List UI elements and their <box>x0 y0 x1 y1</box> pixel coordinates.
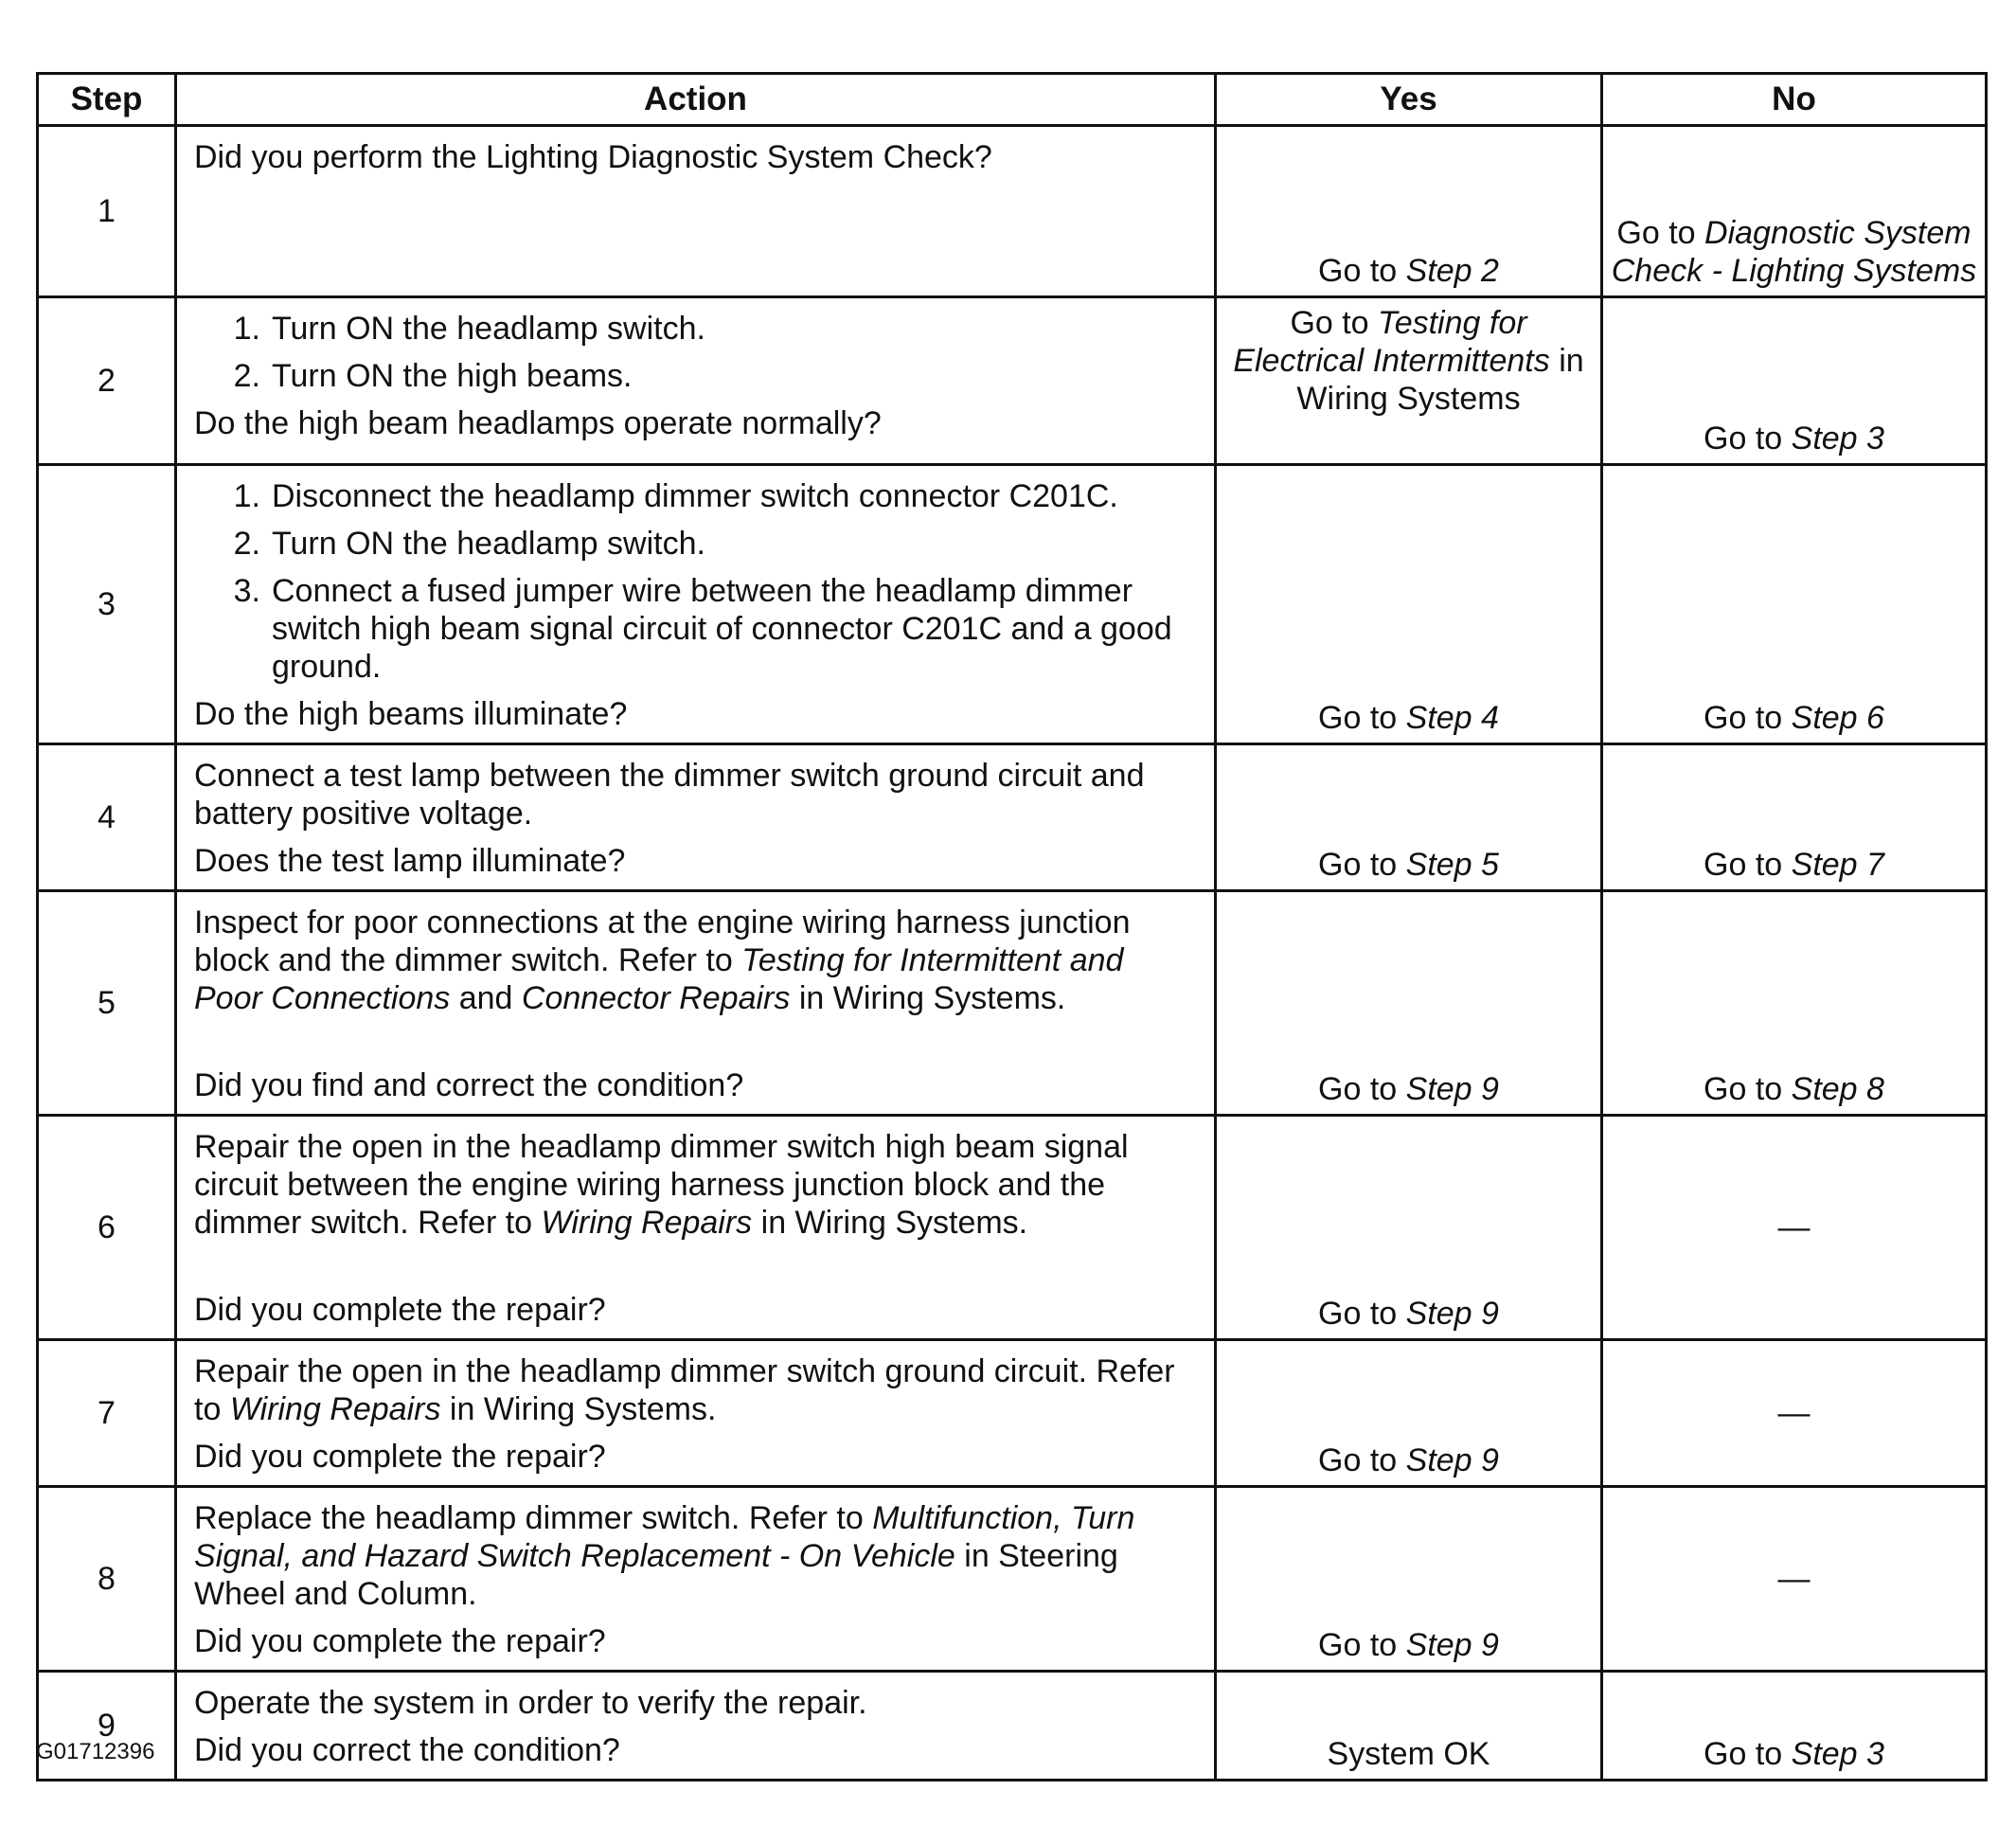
no-step-link[interactable]: Step 6 <box>1791 700 1884 736</box>
no-cell <box>1602 1340 1987 1487</box>
no-prefix: Go to <box>1704 847 1792 883</box>
action-list <box>194 310 1199 395</box>
action-instruction: Repair the open in the headlamp dimmer switch high beam signal circuit between the engine wiring harness junction block and the dimmer switch. Refer to Wiring Repairs in Wiring Systems. <box>194 1129 1129 1241</box>
table-row <box>38 744 1987 891</box>
step-number: 3 <box>38 465 176 744</box>
action-cell <box>176 297 1216 465</box>
no-diagnostic-link[interactable]: Diagnostic System Check - Lighting Systems <box>1611 215 1977 289</box>
yes-testing-link[interactable]: Testing for Electrical Intermittents <box>1233 305 1550 379</box>
yes-cell <box>1216 297 1602 465</box>
yes-step-link[interactable]: Step 4 <box>1405 700 1499 736</box>
yes-step-link[interactable]: Step 5 <box>1405 847 1499 883</box>
action-instruction: Inspect for poor connections at the engine wiring harness junction block and the dimmer switch. Refer to Testing for Intermittent and Poor Connections and Connector Repairs in Wiring Systems. <box>194 904 1131 1016</box>
yes-cell <box>1216 1116 1602 1340</box>
testing-intermittent-link[interactable]: Testing for Intermittent and Poor Connections <box>194 942 1124 1016</box>
yes-prefix: Go to <box>1290 305 1379 341</box>
list-item: 1. Turn ON the headlamp switch. <box>233 311 705 347</box>
action-instruction: Replace the headlamp dimmer switch. Refer to Multifunction, Turn Signal, and Hazard Switch Replacement - On Vehicle in Steering Wheel and Column. <box>194 1500 1135 1612</box>
wiring-repairs-link[interactable]: Wiring Repairs <box>229 1391 441 1427</box>
no-dash: — <box>1777 1209 1811 1245</box>
action-list <box>194 477 1199 686</box>
yes-prefix: Go to <box>1318 1071 1406 1107</box>
yes-cell <box>1216 1487 1602 1672</box>
yes-prefix: Go to <box>1318 1442 1406 1478</box>
no-cell <box>1602 297 1987 465</box>
no-prefix: Go to <box>1704 421 1792 456</box>
yes-prefix: Go to <box>1318 1627 1406 1663</box>
step-number: 7 <box>38 1340 176 1487</box>
action-cell <box>176 744 1216 891</box>
header-yes: Yes <box>1216 74 1602 126</box>
step-number: 8 <box>38 1487 176 1672</box>
table-row <box>38 1672 1987 1781</box>
yes-step-link[interactable]: Step 9 <box>1405 1296 1499 1332</box>
action-cell <box>176 126 1216 297</box>
no-cell <box>1602 465 1987 744</box>
table-row <box>38 1487 1987 1672</box>
no-cell <box>1602 1116 1987 1340</box>
yes-suffix: in Wiring Systems <box>1296 343 1584 417</box>
header-action: Action <box>176 74 1216 126</box>
no-cell <box>1602 1672 1987 1781</box>
action-instruction: Repair the open in the headlamp dimmer switch ground circuit. Refer to Wiring Repairs in Wiring Systems. <box>194 1353 1175 1427</box>
step-number: 5 <box>38 891 176 1116</box>
action-cell <box>176 465 1216 744</box>
wiring-repairs-link[interactable]: Wiring Repairs <box>541 1205 753 1241</box>
list-item: 1. Disconnect the headlamp dimmer switch connector C201C. <box>233 478 1118 514</box>
yes-result: System OK <box>1327 1736 1490 1772</box>
action-question: Did you perform the Lighting Diagnostic System Check? <box>194 139 992 175</box>
no-dash: — <box>1777 1561 1811 1597</box>
yes-cell <box>1216 1672 1602 1781</box>
action-question: Did you correct the condition? <box>194 1732 620 1768</box>
action-instruction: Operate the system in order to verify the repair. <box>194 1685 867 1721</box>
yes-cell <box>1216 891 1602 1116</box>
table-row <box>38 1116 1987 1340</box>
action-question: Do the high beam headlamps operate normally? <box>194 405 882 441</box>
no-step-link[interactable]: Step 7 <box>1791 847 1884 883</box>
step-number: 2 <box>38 297 176 465</box>
step-number: 1 <box>38 126 176 297</box>
yes-prefix: Go to <box>1318 253 1406 289</box>
figure-id: G01712396 <box>36 1739 155 1764</box>
table-header-row <box>38 74 1987 126</box>
yes-cell <box>1216 465 1602 744</box>
action-question: Does the test lamp illuminate? <box>194 843 626 879</box>
action-question: Did you find and correct the condition? <box>194 1067 744 1103</box>
action-cell <box>176 1672 1216 1781</box>
no-cell <box>1602 744 1987 891</box>
diagnostic-table <box>36 72 1988 1781</box>
yes-cell <box>1216 1340 1602 1487</box>
action-cell <box>176 1340 1216 1487</box>
action-cell <box>176 1116 1216 1340</box>
yes-step-link[interactable]: Step 9 <box>1405 1442 1499 1478</box>
table-row <box>38 465 1987 744</box>
yes-step-link[interactable]: Step 9 <box>1405 1071 1499 1107</box>
list-item: 3. Connect a fused jumper wire between the headlamp dimmer switch high beam signal circuit of connector C201C and a good ground. <box>233 573 1172 685</box>
action-question: Did you complete the repair? <box>194 1292 606 1328</box>
action-cell <box>176 891 1216 1116</box>
yes-cell <box>1216 744 1602 891</box>
table-row <box>38 891 1987 1116</box>
no-prefix: Go to <box>1704 1736 1792 1772</box>
no-step-link[interactable]: Step 3 <box>1791 1736 1884 1772</box>
connector-repairs-link[interactable]: Connector Repairs <box>521 980 791 1016</box>
no-prefix: Go to <box>1704 700 1792 736</box>
yes-step-link[interactable]: Step 9 <box>1405 1627 1499 1663</box>
action-question: Did you complete the repair? <box>194 1439 606 1475</box>
action-instruction: Connect a test lamp between the dimmer switch ground circuit and battery positive voltage. <box>194 758 1145 832</box>
no-prefix: Go to <box>1616 215 1705 251</box>
yes-prefix: Go to <box>1318 700 1406 736</box>
list-item: 2. Turn ON the headlamp switch. <box>233 526 705 562</box>
list-item: 2. Turn ON the high beams. <box>233 358 633 394</box>
action-question: Did you complete the repair? <box>194 1623 606 1659</box>
no-cell <box>1602 891 1987 1116</box>
action-question: Do the high beams illuminate? <box>194 696 628 732</box>
step-number: 9 <box>38 1672 176 1781</box>
yes-step-link[interactable]: Step 2 <box>1405 253 1499 289</box>
no-dash: — <box>1777 1395 1811 1431</box>
header-step: Step <box>38 74 176 126</box>
yes-prefix: Go to <box>1318 847 1406 883</box>
yes-cell <box>1216 126 1602 297</box>
step-number: 6 <box>38 1116 176 1340</box>
step-number: 4 <box>38 744 176 891</box>
no-prefix: Go to <box>1704 1071 1792 1107</box>
no-step-link[interactable]: Step 8 <box>1791 1071 1884 1107</box>
table-row <box>38 126 1987 297</box>
multifunction-switch-link[interactable]: Multifunction, Turn Signal, and Hazard Switch Replacement - On Vehicle <box>194 1500 1135 1574</box>
no-cell <box>1602 1487 1987 1672</box>
header-no: No <box>1602 74 1987 126</box>
table-row <box>38 297 1987 465</box>
yes-prefix: Go to <box>1318 1296 1406 1332</box>
table-row <box>38 1340 1987 1487</box>
no-step-link[interactable]: Step 3 <box>1791 421 1884 456</box>
no-cell <box>1602 126 1987 297</box>
action-cell <box>176 1487 1216 1672</box>
